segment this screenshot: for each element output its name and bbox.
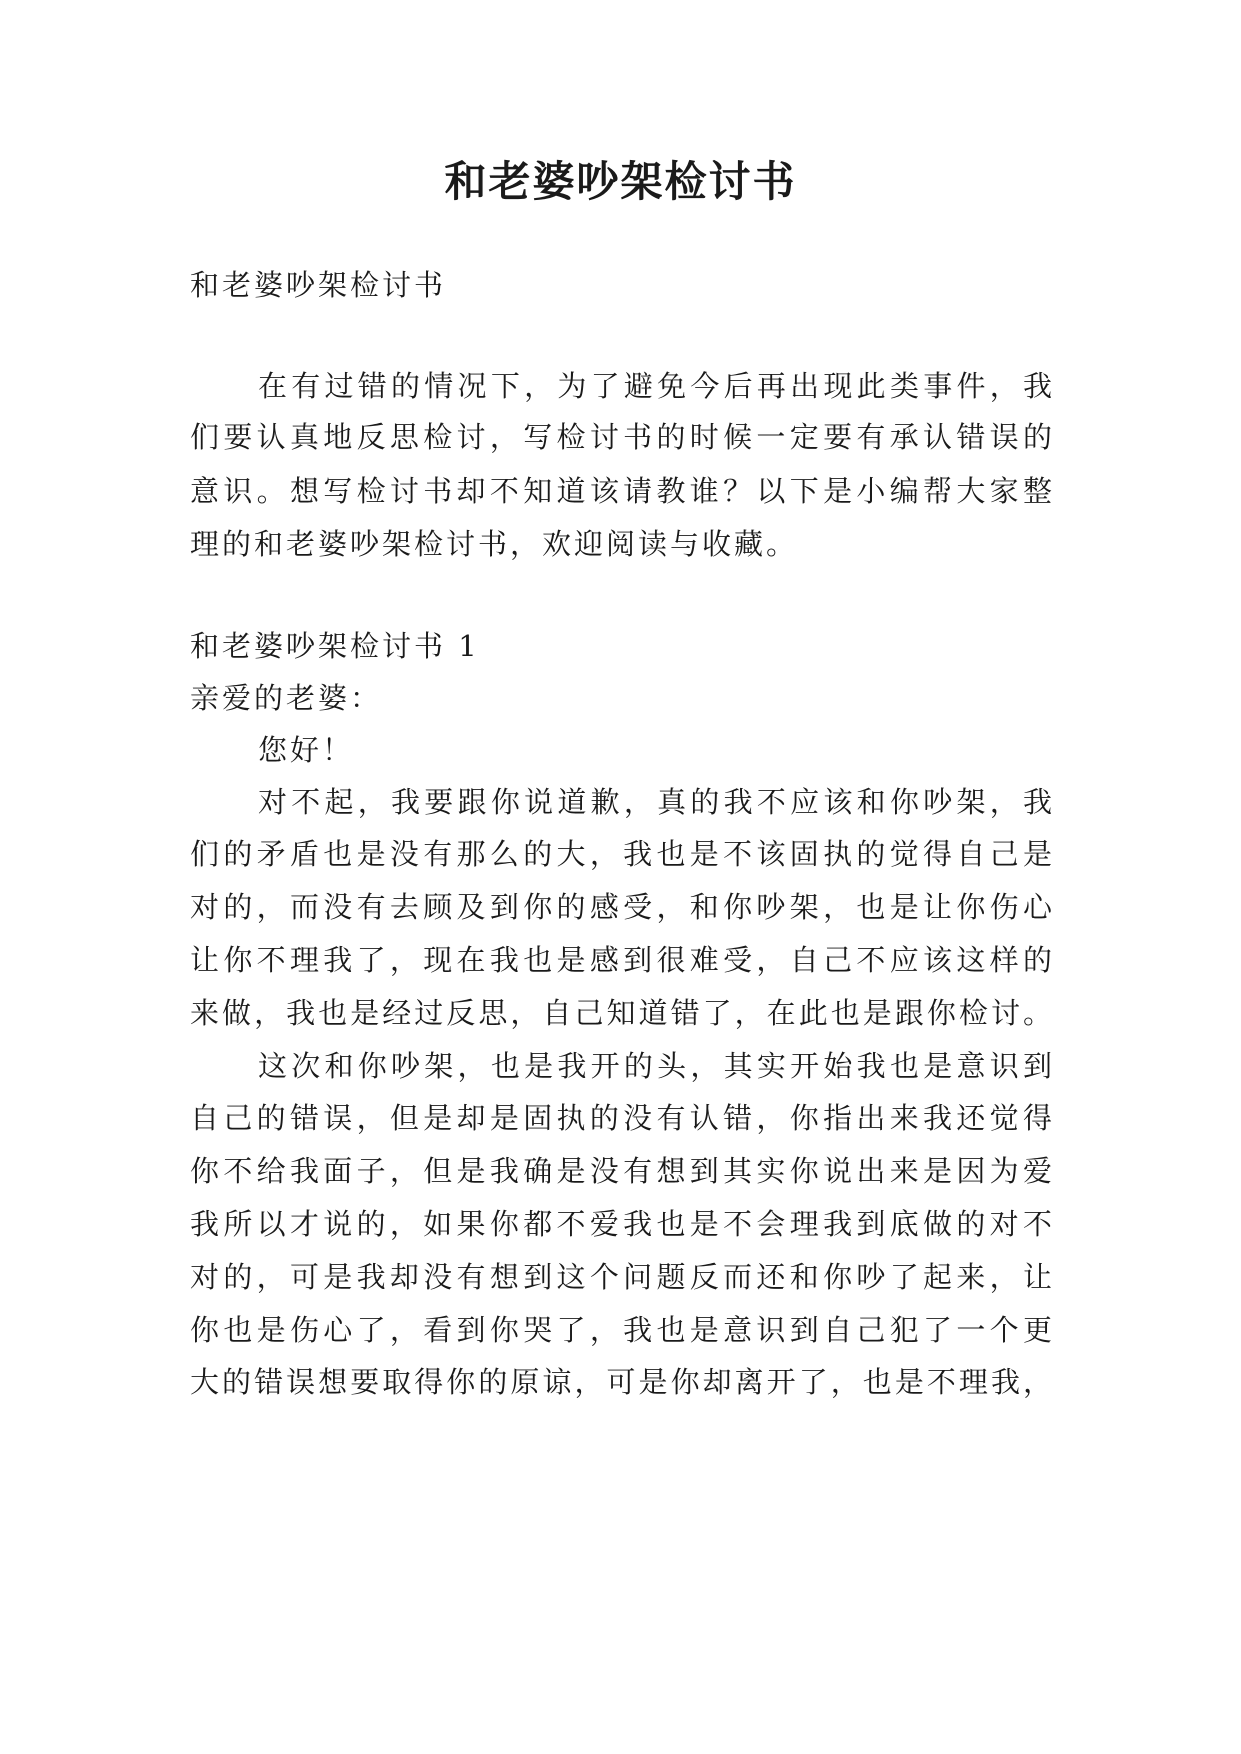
section-heading: 和老婆吵架检讨书 1 <box>190 629 480 663</box>
paragraph-line: 这次和你吵架，也是我开的头，其实开始我也是意识到 <box>258 1049 1052 1083</box>
paragraph-line: 对的，而没有去顾及到你的感受，和你吵架，也是让你伤心 <box>190 890 1052 924</box>
paragraph-line: 来做，我也是经过反思，自己知道错了，在此也是跟你检讨。 <box>190 996 1052 1030</box>
subtitle: 和老婆吵架检讨书 <box>190 268 447 302</box>
salutation: 亲爱的老婆： <box>190 681 383 715</box>
paragraph-line: 对不起，我要跟你说道歉，真的我不应该和你吵架，我 <box>258 785 1052 819</box>
intro-line: 们要认真地反思检讨，写检讨书的时候一定要有承认错误的 <box>190 420 1052 454</box>
document-title: 和老婆吵架检讨书 <box>444 157 797 206</box>
paragraph-line: 们的矛盾也是没有那么的大，我也是不该固执的觉得自己是 <box>190 837 1052 871</box>
greeting: 您好！ <box>258 733 355 767</box>
paragraph-line: 自己的错误，但是却是固执的没有认错，你指出来我还觉得 <box>190 1101 1052 1135</box>
intro-line: 意识。想写检讨书却不知道该请教谁？以下是小编帮大家整 <box>190 474 1052 508</box>
intro-line: 在有过错的情况下，为了避免今后再出现此类事件，我 <box>258 369 1052 403</box>
paragraph-line: 让你不理我了，现在我也是感到很难受，自己不应该这样的 <box>190 943 1052 977</box>
paragraph-line: 我所以才说的，如果你都不爱我也是不会理我到底做的对不 <box>190 1207 1052 1241</box>
paragraph-line: 你不给我面子，但是我确是没有想到其实你说出来是因为爱 <box>190 1154 1052 1188</box>
paragraph-line: 你也是伤心了，看到你哭了，我也是意识到自己犯了一个更 <box>190 1313 1052 1347</box>
paragraph-line: 对的，可是我却没有想到这个问题反而还和你吵了起来，让 <box>190 1260 1052 1294</box>
paragraph-line: 大的错误想要取得你的原谅，可是你却离开了，也是不理我， <box>190 1365 1052 1399</box>
intro-line: 理的和老婆吵架检讨书，欢迎阅读与收藏。 <box>190 527 799 561</box>
